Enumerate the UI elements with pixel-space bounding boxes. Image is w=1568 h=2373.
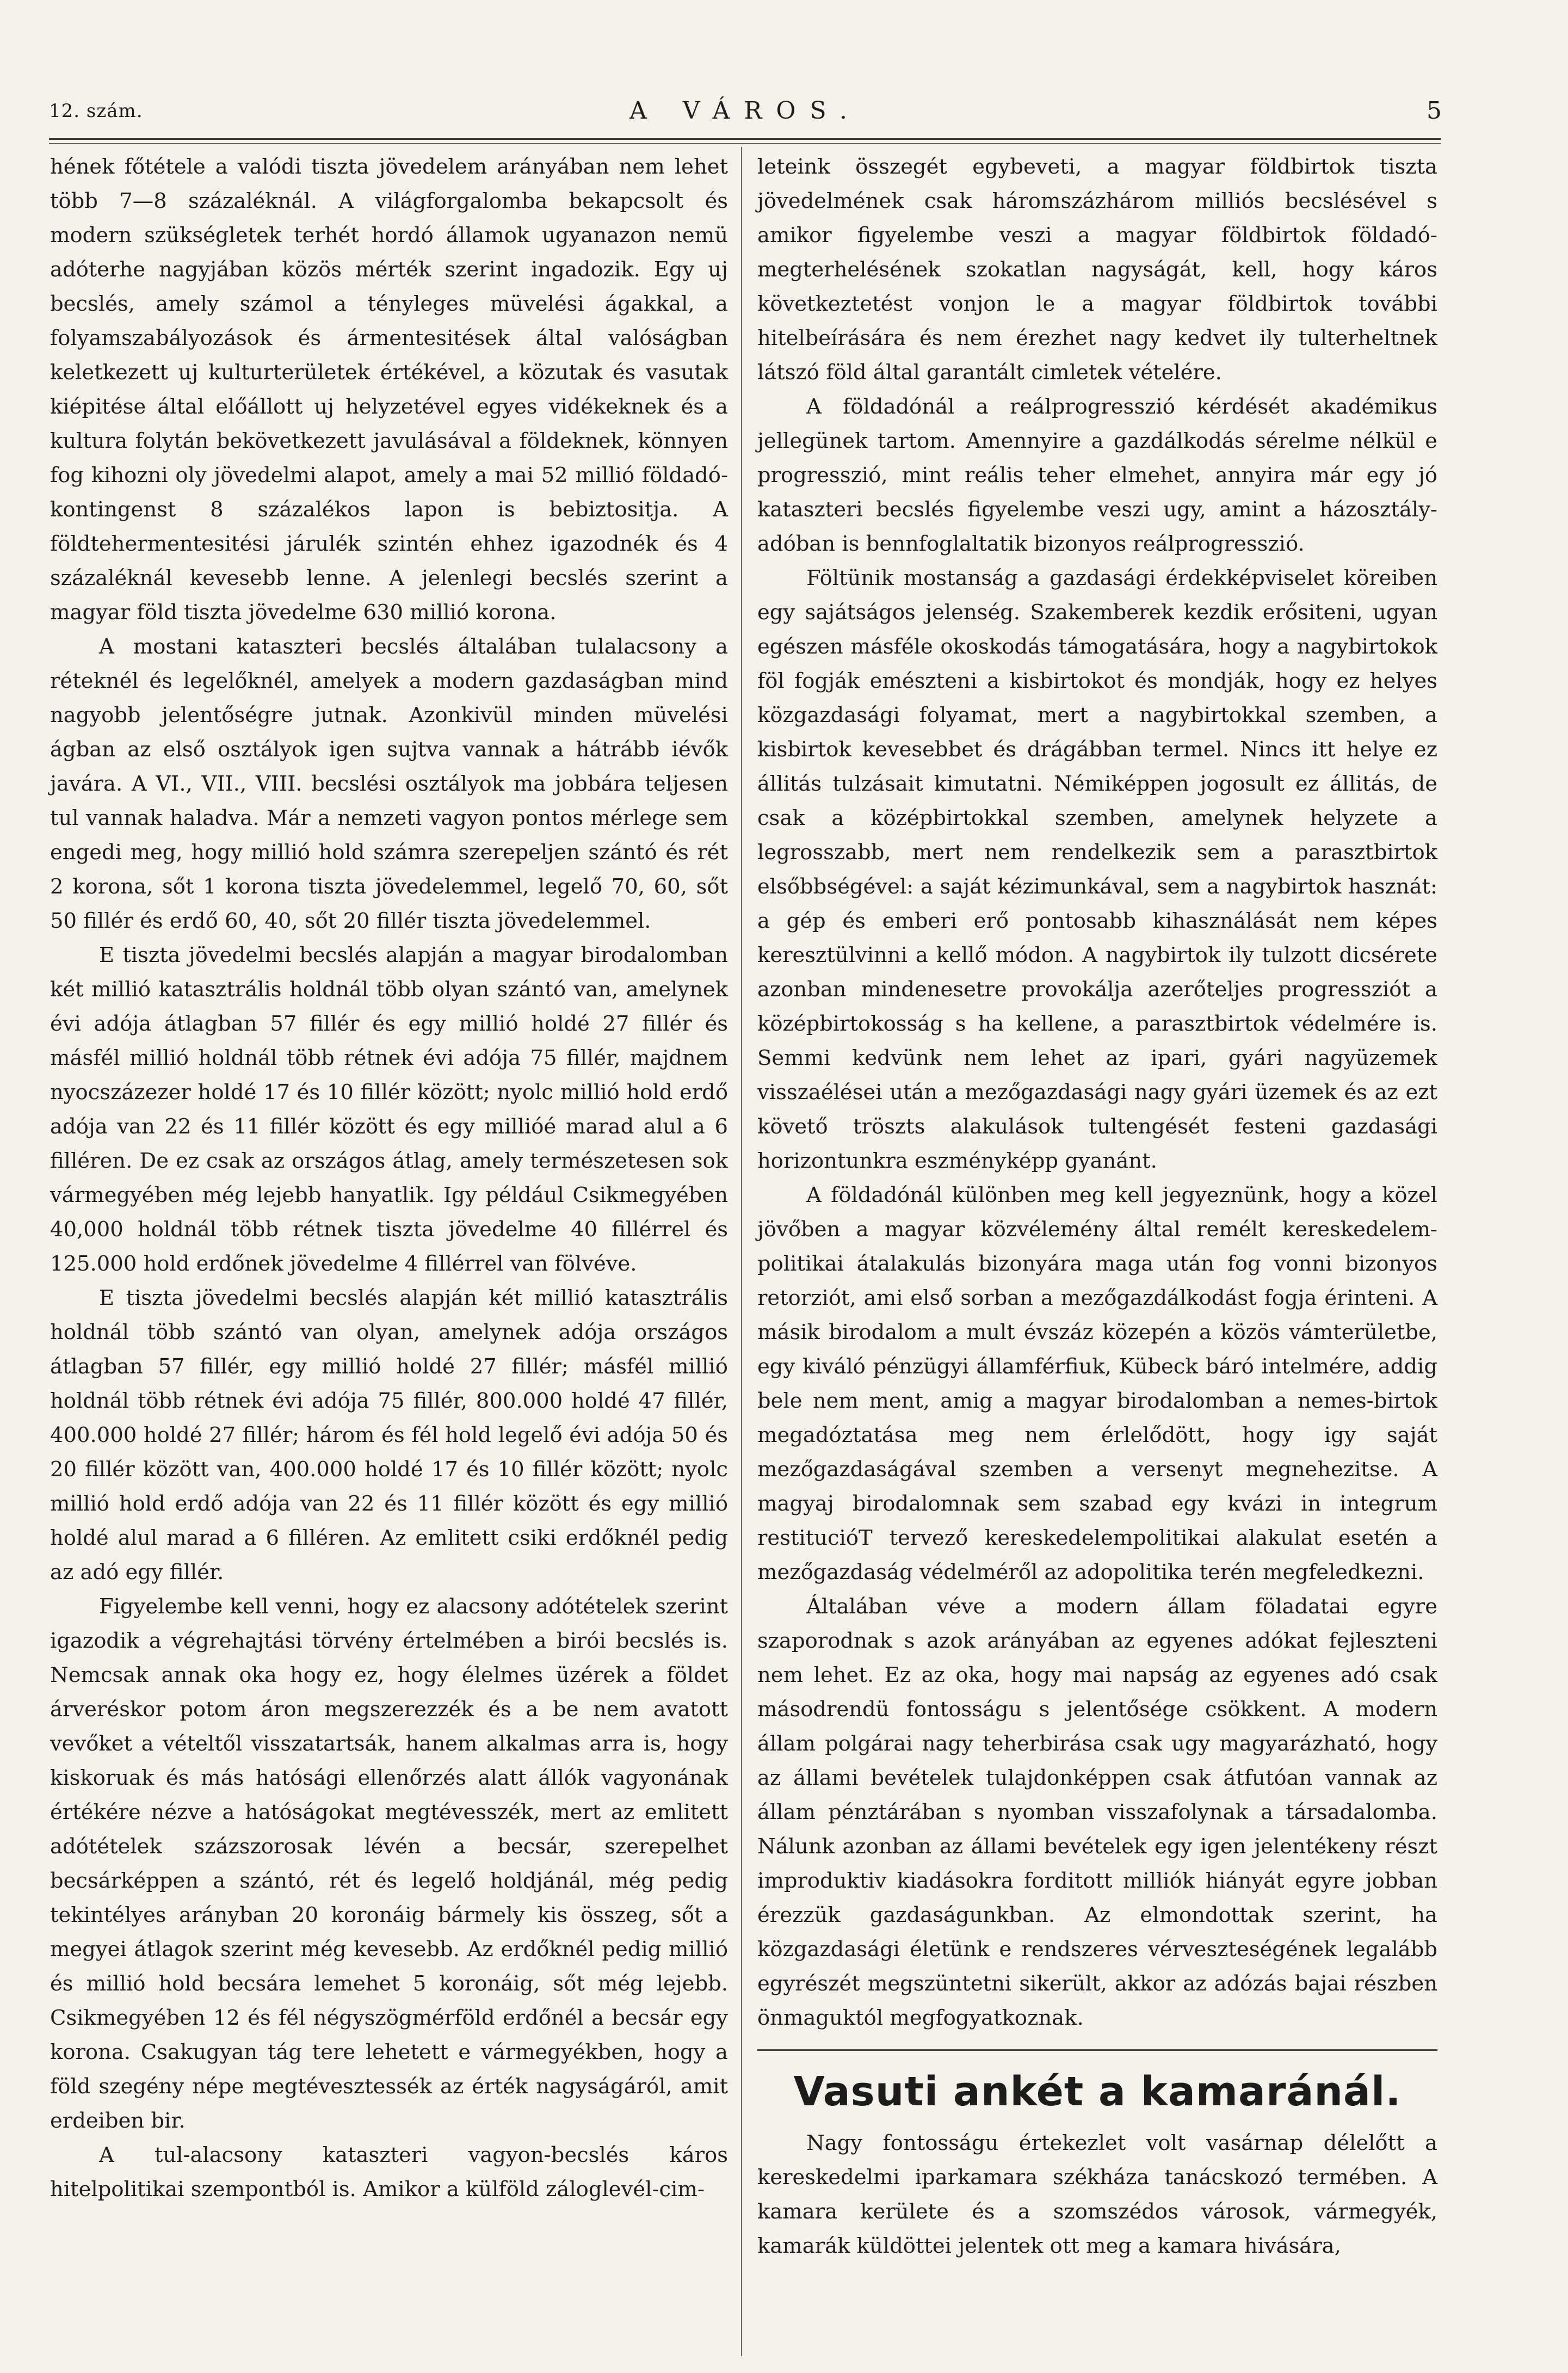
paragraph: A tul-alacsony kataszteri vagyon-becslés káros hitelpolitikai szempontból is. Amikor a külföld záloglevél-cim- <box>50 2143 728 2202</box>
paragraph: A földadónál a reálprogresszió kérdését akadémikus jellegünek tartom. Amennyire a gazdálkodás sérelme nélkül e progresszió, mint reális teher elmehet, annyira már egy jó kataszteri becslés figyelembe veszi ugy, amint a házosztály-adóban is bennfoglaltatik bizonyos reálprogresszió. <box>757 395 1437 556</box>
paragraph: leteink összegét egybeveti, a magyar földbirtok tiszta jövedelmének csak háromszázhárom milliós becslésével s amikor figyelembe veszi a magyar földbirtok földadó-megterhelésének szokatlan nagyságát, kell, hogy káros következtetést vonjon le a magyar földbirtok további hitelbeírására és nem érezhet nagy kedvet ily tulterheltnek látszó föld által garantált cimletek vételére. <box>757 155 1437 385</box>
page-number: 5 <box>1427 97 1442 125</box>
right-column <box>757 150 1437 2263</box>
paragraph: A mostani kataszteri becslés általában tulalacsony a réteknél és legelőknél, amelyek a modern gazdaságban mind nagyobb jelentőségre jutnak. Azonkivül minden müvelési ágban az első osztályok igen sujtva vannak a hátrább iévők javára. A VI., VII., VIII. becslési osztályok ma jobbára teljesen tul vannak haladva. Már a nemzeti vagyon pontos mérlege sem engedi meg, hogy millió hold számra szerepeljen szántó és rét 2 korona, sőt 1 korona tiszta jövedelemmel, legelő 70, 60, sőt 50 fillér és erdő 60, 40, sőt 20 fillér tiszta jövedelemmel. <box>50 634 728 933</box>
article-separator <box>757 2049 1437 2051</box>
paragraph: Nagy fontosságu értekezlet volt vasárnap délelőtt a kereskedelmi iparkamara székháza tanácskozó termében. A kamara kerülete és a szomszédos városok, vármegyék, kamarák küldöttei jelentek ott meg a kamara hivására, <box>757 2131 1437 2258</box>
header-rule <box>49 138 1441 144</box>
article-body <box>757 2126 1437 2263</box>
right-column-text <box>757 150 1437 2035</box>
issue-number: 12. szám. <box>49 100 143 122</box>
newspaper-title: A VÁROS. <box>629 97 862 125</box>
paragraph: E tiszta jövedelmi becslés alapján két millió katasztrális holdnál több szántó van olyan, amelynek adója országos átlagban 57 fillér, egy millió holdé 27 fillér; másfél millió holdnál több rétnek évi adója 75 fillér, 800.000 holdé 47 fillér, 400.000 holdé 27 fillér; három és fél hold legelő évi adója 50 és 20 fillér között van, 400.000 holdé 17 és 10 fillér között; nyolc millió hold erdő adója van 22 és 11 fillér között és egy millió holdé alul marad a 6 filléren. Az emlitett csiki erdőknél pedig az adó egy fillér. <box>50 1286 728 1585</box>
paragraph: Figyelembe kell venni, hogy ez alacsony adótételek szerint igazodik a végrehajtási törvény értelmében a birói becslés is. Nemcsak annak oka hogy ez, hogy élelmes üzérek a földet árveréskor potom áron megszerezzék és a be nem avatott vevőket a vételtől visszatartsák, hanem alkalmas arra is, hogy kiskoruak és más hatósági ellenőrzés alatt állók vagyonának értékére nézve a hatóságokat megtévesszék, mert az emlitett adótételek százszorosak lévén a becsár, szerepelhet becsárképpen a szántó, rét és legelő holdjánál, még pedig tekintélyes arányban 20 koronáig bármely kis összeg, sőt a megyei átlagok szerint még kevesebb. Az erdőknél pedig millió és millió hold becsára lemehet 5 koronáig, sőt még lejebb. Csikmegyében 12 és fél négyszögmérföld erdőnél a becsár egy korona. Csakugyan tág tere lehetett e vármegyékben, hogy a föld szegény népe megtévesztessék az érték nagyságáról, amit erdeiben bir. <box>50 1594 728 2133</box>
left-column <box>50 150 728 2206</box>
paragraph: Általában véve a modern állam föladatai egyre szaporodnak s azok arányában az egyenes adókat fejleszteni nem lehet. Ez az oka, hogy mai napság az egyenes adó csak másodrendü fontosságu s jelentősége csökkent. A modern állam polgárai nagy teherbirása csak ugy magyarázható, hogy az állami bevételek tulajdonképpen csak átfutóan vannak az állam pénztárában s nyomban visszafolynak a társadalomba. Nálunk azonban az állami bevételek egy igen jelentékeny részt improduktiv kiadásokra forditott milliók hiányát egyre jobban érezzük gazdaságunkban. Az elmondottak szerint, ha közgazdasági életünk e rendszeres vérveszteségének legalább egyrészét megszüntetni sikerült, akkor az adózás bajai részben önmaguktól megfogyatkoznak. <box>757 1594 1437 2030</box>
column-divider <box>741 147 742 2356</box>
paragraph: Föltünik mostanság a gazdasági érdekképviselet köreiben egy sajátságos jelenség. Szakemberek kezdik erősiteni, ugyan egészen másféle okoskodás támogatására, hogy a nagybirtokok föl fogják emészteni a kisbirtokot és mondják, hogy ez helyes közgazdasági folyamat, mert a nagybirtokkal szemben, a kisbirtok kevesebbet és drágábban termel. Nincs itt helye ez állitás tulzásait kimutatni. Némiképpen jogosult ez állitás, de csak a középbirtokkal szemben, amelynek helyzete a legrosszabb, mert nem rendelkezik sem a parasztbirtok elsőbbségével: a saját kézimunkával, sem a nagybirtok hasznát: a gép és emberi erő pontosabb kihasználását nem képes keresztülvinni a kellő módon. A nagybirtok ily tulzott dicsérete azonban mindenesetre provokálja azerőteljes progressziót a középbirtokosság s ha kellene, a parasztbirtok védelmére is. Semmi kedvünk nem lehet az ipari, gyári nagyüzemek visszaélései után a mezőgazdasági nagy gyári üzemek és az ezt követő tröszts alakulások tultengését festeni gazdasági horizontunkra eszményképp gyanánt. <box>757 566 1437 1173</box>
paragraph: A földadónál különben meg kell jegyeznünk, hogy a közel jövőben a magyar közvélemény által remélt kereskedelem-politikai átalakulás bizonyára maga után fog vonni bizonyos retorziót, ami első sorban a mezőgazdálkodást fogja érinteni. A másik birodalom a mult évszáz közepén a közös vámterületbe, egy kiváló pénzügyi államférfiuk, Kübeck báró intelmére, addig bele nem ment, amig a magyar birodalomban a nemes-birtok megadóztatása meg nem érlelődött, hogy igy saját mezőgazdaságával szemben a versenyt megnehezitse. A magyaj birodalomnak sem szabad egy kvázi in integrum restitucióT tervező kereskedelempolitikai alakulat esetén a mezőgazdaság védelméről az adopolitika terén megfeledkezni. <box>757 1183 1437 1585</box>
article-title: Vasuti ankét a kamaránál. <box>793 2068 1402 2115</box>
page-header <box>49 97 1442 135</box>
paragraph: E tiszta jövedelmi becslés alapján a magyar birodalomban két millió katasztrális holdnál több olyan szántó van, amelynek évi adója átlagban 57 fillér és egy millió holdé 27 fillér és másfél millió holdnál több rétnek évi adója 75 fillér, majdnem nyocszázezer holdé 17 és 10 fillér között; nyolc millió hold erdő adója van 22 és 11 fillér között és egy millióé marad alul a 6 filléren. De ez csak az országos átlag, amely természetesen sok vármegyében még lejebb hanyatlik. Igy például Csikmegyében 40,000 holdnál több rétnek tiszta jövedelme 40 fillérrel és 125.000 hold erdőnek jövedelme 4 fillérrel van fölvéve. <box>50 943 728 1276</box>
paragraph: hének főtétele a valódi tiszta jövedelem arányában nem lehet több 7—8 százaléknál. A világforgalomba bekapcsolt és modern szükségletek terhét hordó államok ugyanazon nemü adóterhe nagyjában közös mérték szerint ingadozik. Egy uj becslés, amely számol a tényleges müvelési ágakkal, a folyamszabályozások és ármentesitések által valóságban keletkezett uj kulturterületek értékével, a közutak és vasutak kiépitése által előállott uj helyzetével egyes vidékeknek és a kultura folytán bekövetkezett javulásával a földeknek, könnyen fog kihozni oly jövedelmi alapot, amely a mai 52 millió földadó-kontingenst 8 százalékos lapon is bebiztositja. A földtehermentesitési járulék szintén ehhez igazodnék és 4 százaléknál kevesebb lenne. A jelenlegi becslés szerint a magyar föld tiszta jövedelme 630 millió korona. <box>50 155 728 625</box>
